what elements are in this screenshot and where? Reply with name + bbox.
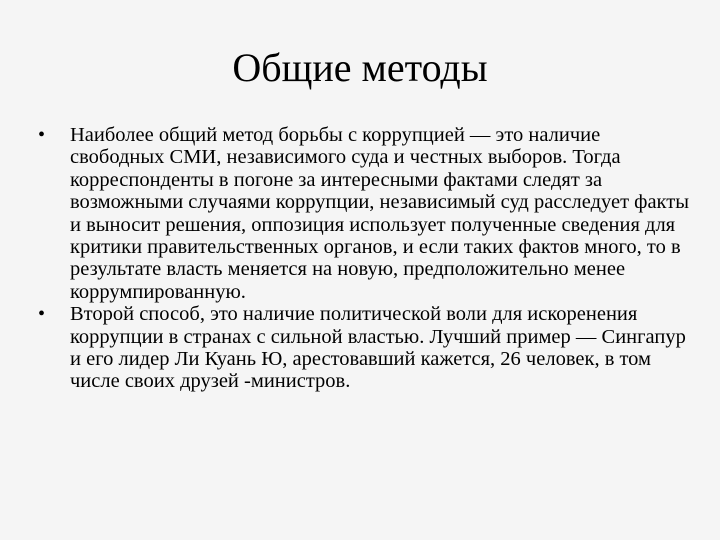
bullet-marker: • — [38, 124, 46, 146]
bullet-marker: • — [38, 303, 46, 326]
slide-title: Общие методы — [232, 45, 488, 90]
bullet-text: Наиболее общий метод борьбы с коррупцией — это наличие свободных СМИ, независимого суда и честных выборов. Тогда корреспонденты в погоне за интересными фактами следят за возможными случаями коррупции, независимый суд расследует факты и выносит решения, оппозиция использует полученные сведения для критики правительственных органов, и если таких фактов много, то в результате власть меняется на новую, предположительно менее коррумпированную. — [70, 124, 689, 303]
bullet-item-1 — [36, 124, 696, 303]
bullet-text: Второй способ, это наличие политической воли для искоренения коррупции в странах с сильной властью. Лучший пример — Сингапур и его лидер Ли Куань Ю, арестовавший кажется, 26 человек, в том числе своих друзей -министров. — [70, 303, 686, 393]
bullet-item-2 — [36, 303, 696, 393]
bullet-list — [36, 124, 696, 393]
